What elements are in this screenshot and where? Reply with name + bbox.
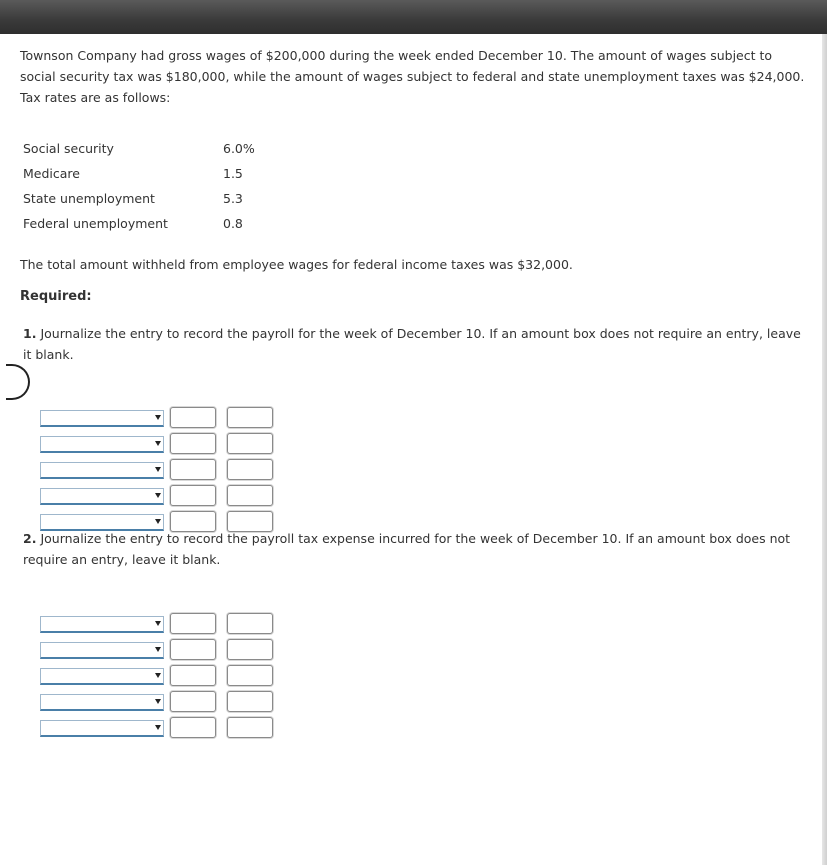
question-text: Journalize the entry to record the payroll tax expense incurred for the week of December 10. If an amount box does not require an entry, leave it blank. [23, 531, 791, 567]
scrollbar-track[interactable] [822, 34, 827, 865]
tax-rate-label: Medicare [23, 166, 80, 181]
account-select[interactable] [40, 410, 164, 427]
credit-amount-input[interactable] [227, 485, 273, 506]
required-heading: Required: [20, 289, 92, 304]
credit-amount-input[interactable] [227, 665, 273, 686]
chevron-down-icon [155, 673, 161, 678]
credit-amount-input[interactable] [227, 717, 273, 738]
account-select[interactable] [40, 720, 164, 737]
tax-rate-value: 0.8 [223, 216, 243, 231]
question-text: Journalize the entry to record the payroll for the week of December 10. If an amount box does not require an entry, leave it blank. [23, 326, 801, 362]
chevron-down-icon [155, 725, 161, 730]
chevron-down-icon [155, 493, 161, 498]
debit-amount-input[interactable] [170, 613, 216, 634]
debit-amount-input[interactable] [170, 691, 216, 712]
chevron-down-icon [155, 441, 161, 446]
chevron-down-icon [155, 519, 161, 524]
debit-amount-input[interactable] [170, 717, 216, 738]
debit-amount-input[interactable] [170, 639, 216, 660]
question-2 [23, 528, 808, 570]
current-step-indicator [6, 364, 30, 400]
problem-intro: Townson Company had gross wages of $200,000 during the week ended December 10. The amount of wages subject to social security tax was $180,000, while the amount of wages subject to federal and state unemployment taxes was $24,000. Tax rates are as follows: [20, 48, 805, 105]
window-header-bar [0, 0, 827, 34]
credit-amount-input[interactable] [227, 433, 273, 454]
account-select[interactable] [40, 642, 164, 659]
debit-amount-input[interactable] [170, 665, 216, 686]
tax-rate-label: Social security [23, 141, 114, 156]
credit-amount-input[interactable] [227, 459, 273, 480]
chevron-down-icon [155, 621, 161, 626]
account-select[interactable] [40, 668, 164, 685]
chevron-down-icon [155, 647, 161, 652]
tax-rate-label: State unemployment [23, 191, 155, 206]
chevron-down-icon [155, 699, 161, 704]
credit-amount-input[interactable] [227, 691, 273, 712]
tax-rate-value: 1.5 [223, 166, 243, 181]
question-number: 2. [23, 531, 37, 546]
tax-rate-value: 6.0% [223, 141, 255, 156]
debit-amount-input[interactable] [170, 407, 216, 428]
debit-amount-input[interactable] [170, 433, 216, 454]
credit-amount-input[interactable] [227, 407, 273, 428]
chevron-down-icon [155, 467, 161, 472]
question-number: 1. [23, 326, 37, 341]
chevron-down-icon [155, 415, 161, 420]
tax-rate-label: Federal unemployment [23, 216, 168, 231]
account-select[interactable] [40, 436, 164, 453]
credit-amount-input[interactable] [227, 639, 273, 660]
account-select[interactable] [40, 616, 164, 633]
credit-amount-input[interactable] [227, 613, 273, 634]
withheld-note: The total amount withheld from employee wages for federal income taxes was $32,000. [20, 257, 573, 272]
question-1 [23, 323, 808, 365]
debit-amount-input[interactable] [170, 459, 216, 480]
account-select[interactable] [40, 488, 164, 505]
debit-amount-input[interactable] [170, 485, 216, 506]
tax-rate-value: 5.3 [223, 191, 243, 206]
account-select[interactable] [40, 694, 164, 711]
account-select[interactable] [40, 462, 164, 479]
